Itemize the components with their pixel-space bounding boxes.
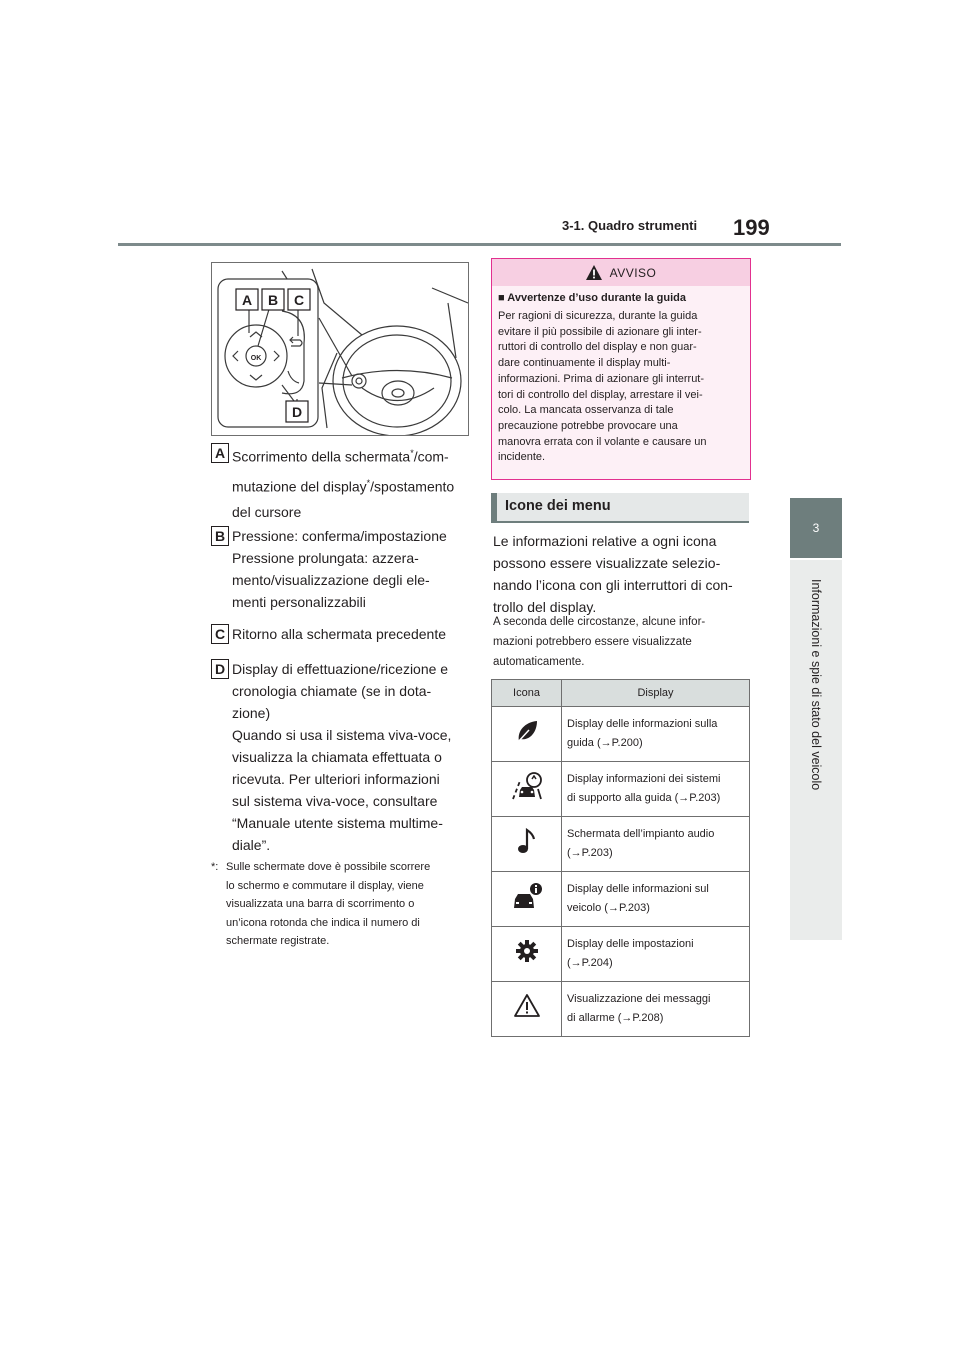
table-row <box>492 872 750 927</box>
warning-line: colo. La mancata osservanza di tale <box>498 404 674 417</box>
driving-support-icon <box>510 771 544 801</box>
warning-line: dare continuamente il display multi- <box>498 357 671 370</box>
item-a-label: A <box>211 443 229 463</box>
item-c-label: C <box>211 624 229 644</box>
row-text-line: (→P.203) <box>567 847 613 859</box>
callout-b: B <box>267 292 279 308</box>
row-text-line: veicolo (→P.203) <box>567 902 650 914</box>
item-a-text <box>232 442 472 523</box>
footnote-line: un’icona rotonda che indica il numero di <box>226 916 420 929</box>
menu-note <box>493 612 753 672</box>
callout-d: D <box>291 404 303 420</box>
item-d-label: D <box>211 659 229 679</box>
warning-line: informazioni. Prima di azionare gli interrut- <box>498 372 705 385</box>
header-divider <box>118 243 841 246</box>
footnote-line: schermate registrate. <box>226 935 330 947</box>
icon-cell <box>492 762 562 817</box>
item-b-line: menti personalizzabili <box>232 594 366 610</box>
item-d-line: Display di effettuazione/ricezione e <box>232 661 449 677</box>
callout-a: A <box>241 292 253 308</box>
warning-triangle-icon <box>513 993 541 1018</box>
heading-accent <box>491 493 497 523</box>
icon-cell <box>492 927 562 982</box>
item-d-line: sul sistema viva-voce, consultare <box>232 793 438 809</box>
item-b-text <box>232 525 472 613</box>
item-b-line: mento/visualizzazione degli ele- <box>232 572 430 588</box>
chapter-tab: 3 <box>790 498 842 558</box>
menu-intro-line: possono essere visualizzate selezio- <box>493 555 721 571</box>
row-text-line: Display delle impostazioni <box>567 938 694 950</box>
menu-heading-bar <box>491 493 749 523</box>
music-note-icon <box>516 828 538 854</box>
menu-heading: Icone dei menu <box>505 498 611 514</box>
menu-intro <box>493 530 753 618</box>
menu-note-line: A seconda delle circostanze, alcune infor- <box>493 616 706 628</box>
footnote-text <box>226 858 474 951</box>
menu-icons-table <box>491 679 750 1037</box>
chapter-title-box <box>790 560 842 810</box>
footnote-line: lo schermo e commutare il display, viene <box>226 879 424 892</box>
item-d-line: Quando si usa il sistema viva-voce, <box>232 727 452 743</box>
column-header-icon: Icona <box>492 680 562 707</box>
row-text-line: Display delle informazioni sulla <box>567 718 718 730</box>
warning-body <box>498 309 744 466</box>
item-d-line: diale”. <box>232 837 271 853</box>
chapter-title: Informazioni e spie di stato del veicolo <box>809 579 823 791</box>
item-a-line: mutazione del display*/spostamento <box>232 477 455 495</box>
steering-switch-illustration <box>211 262 469 436</box>
icon-cell <box>492 872 562 927</box>
display-cell <box>562 707 750 762</box>
menu-intro-line: trollo del display. <box>493 599 597 615</box>
table-row <box>492 762 750 817</box>
item-d-line: “Manuale utente sistema multime- <box>232 815 443 831</box>
display-cell <box>562 762 750 817</box>
menu-intro-line: Le informazioni relative a ogni icona <box>493 533 717 549</box>
item-b-line: Pressione: conferma/impostazione <box>232 528 447 544</box>
item-c-line: Ritorno alla schermata precedente <box>232 626 447 642</box>
page-number: 199 <box>733 215 770 240</box>
row-text-line: di supporto alla guida (→P.203) <box>567 792 721 804</box>
item-a-line: del cursore <box>232 504 302 521</box>
footnote-mark: *: <box>211 861 219 873</box>
row-text-line: guida (→P.200) <box>567 737 643 749</box>
icon-cell <box>492 982 562 1037</box>
warning-line: Per ragioni di sicurezza, durante la guida <box>498 310 698 322</box>
table-row <box>492 707 750 762</box>
item-d-line: cronologia chiamate (se in dota- <box>232 683 432 699</box>
leaf-icon <box>515 719 539 743</box>
item-b-line: Pressione prolungata: azzera- <box>232 550 419 566</box>
warning-line: manovra errata con il volante e causare un <box>498 435 707 448</box>
item-d-line: ricevuta. Per ulteriori informazioni <box>232 771 440 787</box>
table-header-row <box>492 680 750 707</box>
row-text-line: di allarme (→P.208) <box>567 1012 664 1024</box>
display-cell <box>562 817 750 872</box>
item-b-label: B <box>211 526 229 546</box>
row-text-line: Visualizzazione dei messaggi <box>567 993 711 1005</box>
row-text-line: Display delle informazioni sul <box>567 883 709 895</box>
icon-cell <box>492 817 562 872</box>
warning-line: ruttori di controllo del display e non guar- <box>498 341 697 354</box>
menu-note-line: automaticamente. <box>493 656 585 668</box>
column-header-display: Display <box>562 680 750 707</box>
item-c-text <box>232 623 472 645</box>
warning-label: AVVISO <box>609 265 657 280</box>
callout-c: C <box>293 292 305 308</box>
warning-line: precauzione potrebbe provocare una <box>498 419 678 432</box>
table-row <box>492 927 750 982</box>
warning-subtitle: ■ Avvertenze d’uso durante la guida <box>498 292 686 304</box>
menu-note-line: mazioni potrebbero essere visualizzate <box>493 636 692 648</box>
footnote-line: Sulle schermate dove è possibile scorrere <box>226 861 431 873</box>
gear-icon <box>515 939 539 963</box>
display-cell <box>562 982 750 1037</box>
menu-intro-line: nando l’icona con gli interruttori di con- <box>493 577 733 593</box>
table-row <box>492 982 750 1037</box>
vehicle-info-icon <box>511 882 543 910</box>
warning-header <box>492 259 750 286</box>
warning-box <box>491 258 751 480</box>
icon-cell <box>492 707 562 762</box>
table-row <box>492 817 750 872</box>
item-d-line: zione) <box>232 705 271 721</box>
warning-line: evitare il più possibile di azionare gli inter- <box>498 325 702 338</box>
section-title: 3-1. Quadro strumenti <box>562 218 698 233</box>
row-text-line: Display informazioni dei sistemi <box>567 773 721 785</box>
display-cell <box>562 927 750 982</box>
item-d-text <box>232 658 472 856</box>
warning-line: tori di controllo del display, arrestare il vei- <box>498 388 703 401</box>
item-d-line: visualizza la chiamata effettuata o <box>232 749 442 765</box>
warning-line: incidente. <box>498 451 546 464</box>
ok-label: OK <box>250 355 262 362</box>
row-text-line: (→P.204) <box>567 957 613 969</box>
display-cell <box>562 872 750 927</box>
item-a-line: Scorrimento della schermata*/com- <box>232 448 449 465</box>
row-text-line: Schermata dell’impianto audio <box>567 828 715 840</box>
warning-triangle-icon <box>586 265 602 280</box>
footnote-line: visualizzata una barra di scorrimento o <box>226 898 415 910</box>
